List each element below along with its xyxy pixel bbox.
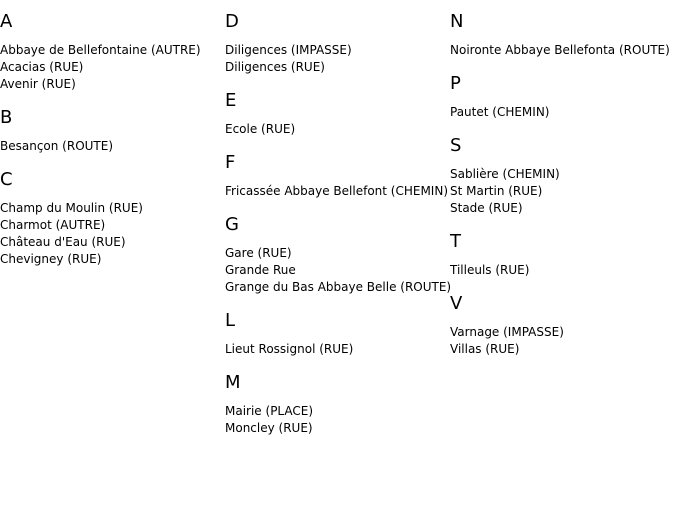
- street-item: Stade (RUE): [450, 201, 523, 215]
- street-list: [225, 183, 449, 200]
- letter-section-m: [225, 373, 445, 437]
- section-letter: B: [0, 107, 13, 128]
- section-letter: N: [450, 11, 464, 32]
- street-item: Charmot (AUTRE): [0, 218, 106, 232]
- section-letter: D: [225, 11, 239, 32]
- section-letter: M: [225, 372, 241, 393]
- section-letter: T: [450, 231, 461, 252]
- street-item: Champ du Moulin (RUE): [0, 201, 143, 215]
- letter-section-b: [0, 108, 220, 155]
- street-item: Château d'Eau (RUE): [0, 235, 126, 249]
- letter-section-e: [225, 91, 445, 138]
- street-item: Gare (RUE): [225, 246, 292, 260]
- street-item: Mairie (PLACE): [225, 404, 314, 418]
- letter-section-t: [450, 232, 675, 279]
- letter-section-g: [225, 214, 452, 296]
- letter-section-n: [450, 12, 675, 59]
- street-index-column-3: [450, 0, 675, 373]
- street-item: Diligences (IMPASSE): [225, 43, 352, 57]
- street-list: [0, 138, 220, 155]
- street-item: Varnage (IMPASSE): [450, 325, 564, 339]
- street-list: [450, 324, 675, 358]
- section-letter: V: [450, 293, 463, 314]
- street-list: [450, 104, 675, 121]
- street-item: Moncley (RUE): [225, 421, 313, 435]
- street-list: [450, 262, 675, 279]
- street-list: [0, 42, 220, 93]
- section-letter: S: [450, 135, 462, 156]
- letter-section-s: [450, 136, 675, 217]
- street-list: [225, 245, 452, 296]
- street-item: Abbaye de Bellefontaine (AUTRE): [0, 43, 201, 57]
- letter-section-p: [450, 74, 675, 121]
- letter-section-d: [225, 12, 445, 76]
- street-item: Noironte Abbaye Bellefonta (ROUTE): [450, 43, 670, 57]
- street-index-column-1: [0, 0, 220, 283]
- street-list: [450, 42, 675, 59]
- street-item: Tilleuls (RUE): [450, 263, 530, 277]
- section-letter: G: [225, 214, 239, 235]
- street-item: Fricassée Abbaye Bellefont (CHEMIN): [225, 184, 449, 198]
- street-list: [225, 42, 445, 76]
- letter-section-c: [0, 170, 220, 268]
- street-index-column-2: [225, 0, 452, 452]
- street-item: Grande Rue: [225, 263, 296, 277]
- street-list: [0, 200, 220, 268]
- street-item: Lieut Rossignol (RUE): [225, 342, 354, 356]
- section-letter: L: [225, 310, 236, 331]
- letter-section-v: [450, 294, 675, 358]
- street-item: Chevigney (RUE): [0, 252, 102, 266]
- section-letter: C: [0, 169, 13, 190]
- street-item: Besançon (ROUTE): [0, 139, 114, 153]
- letter-section-f: [225, 152, 449, 200]
- section-letter: P: [450, 73, 461, 94]
- street-item: Diligences (RUE): [225, 60, 325, 74]
- section-letter: E: [225, 90, 237, 111]
- street-item: Ecole (RUE): [225, 122, 296, 136]
- street-item: Villas (RUE): [450, 342, 520, 356]
- street-list: [450, 166, 675, 217]
- letter-section-a: [0, 12, 220, 93]
- letter-section-l: [225, 311, 445, 358]
- street-item: Grange du Bas Abbaye Belle (ROUTE): [225, 280, 452, 294]
- street-item: Acacias (RUE): [0, 60, 84, 74]
- street-list: [225, 121, 445, 138]
- street-item: Avenir (RUE): [0, 77, 76, 91]
- street-item: St Martin (RUE): [450, 184, 543, 198]
- street-item: Pautet (CHEMIN): [450, 105, 550, 119]
- street-list: [225, 341, 445, 358]
- section-letter: F: [225, 152, 236, 173]
- street-item: Sablière (CHEMIN): [450, 167, 560, 181]
- street-list: [225, 403, 445, 437]
- section-letter: A: [0, 11, 13, 32]
